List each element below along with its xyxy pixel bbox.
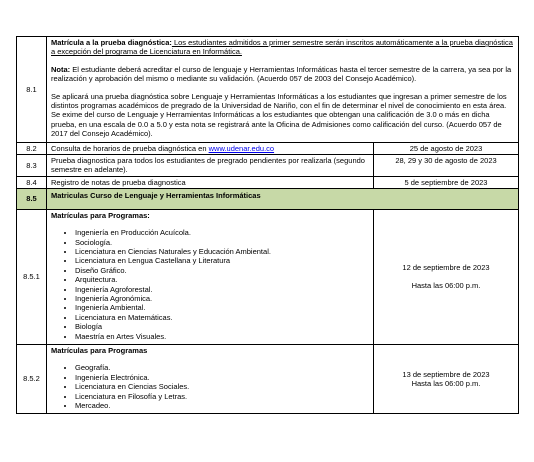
row-text: Registro de notas de prueba diagnostica	[47, 176, 374, 188]
program-list-heading: Matrículas para Programas:	[51, 210, 150, 220]
row-date-cell	[374, 344, 519, 413]
row-time: Hasta las 06:00 p.m.	[411, 379, 481, 389]
row-number: 8.4	[17, 176, 47, 188]
program-list-cell	[47, 344, 374, 413]
row-date-cell	[374, 209, 519, 344]
list-item: • Ingeniería en Producción Acuícola.	[75, 228, 369, 237]
enrollment-text: Los estudiantes admitidos a primer semestre serán inscritos automáticamente a la prueba diagnóstica a excepción del programa de Licenciatura en Informática.	[51, 38, 513, 57]
list-item: • Ingeniería Agroforestal.	[75, 285, 369, 294]
list-item: • Maestría en Artes Visuales.	[75, 332, 369, 341]
row-date: 5 de septiembre de 2023	[374, 176, 519, 188]
row-8-1	[17, 37, 519, 143]
row-number: 8.3	[17, 155, 47, 177]
list-item: • Ingeniería Electrónica.	[75, 373, 369, 382]
list-item: • Licenciatura en Matemáticas.	[75, 313, 369, 322]
program-list-cell	[47, 209, 374, 344]
list-item: • Biología	[75, 322, 369, 331]
nota-paragraph	[51, 65, 514, 84]
program-list-heading: Matrículas para Programas	[51, 345, 148, 355]
list-item: • Mercadeo.	[75, 401, 369, 410]
row-8-5-2	[17, 344, 519, 413]
row-number: 8.2	[17, 142, 47, 154]
program-list	[51, 363, 369, 410]
list-item: • Licenciatura en Ciencias Sociales.	[75, 382, 369, 391]
list-item: • Arquitectura.	[75, 275, 369, 284]
row-number: 8.1	[17, 37, 47, 143]
row-time: Hasta las 06:00 p.m.	[411, 280, 481, 290]
row-date: 28, 29 y 30 de agosto de 2023	[374, 155, 519, 177]
row-8-2	[17, 142, 519, 154]
section-heading: Matriculas Curso de Lenguaje y Herramientas Informáticas	[47, 189, 519, 209]
list-item: • Geografía.	[75, 363, 369, 372]
row-8-4	[17, 176, 519, 188]
enrollment-note	[51, 38, 514, 57]
list-item: • Licenciatura en Filosofía y Letras.	[75, 392, 369, 401]
list-item: • Sociología.	[75, 238, 369, 247]
row-number: 8.5.1	[17, 209, 47, 344]
row-text	[47, 142, 374, 154]
row-number: 8.5.2	[17, 344, 47, 413]
row-date: 25 de agosto de 2023	[374, 142, 519, 154]
row-text-main: Consulta de horarios de prueba diagnóstica en	[51, 143, 209, 153]
program-list	[51, 228, 369, 341]
diagnostic-paragraph: Se aplicará una prueba diagnóstica sobre Lenguaje y Herramientas Informáticas a los estudiantes que ingresan a primer semestre de los distintos programas académicos de pregrado de la Universidad de Nariño, con el fin de determinar el nivel de conocimiento en esta área. Se exime del curso de Lenguaje y Herramientas Informáticas a los estudiantes que obtengan una calificación de 3.0 o más en dicha prueba, en una escala de 0.0 a 5.0 y esta nota se registrará ante la Oficina de Admisiones como calificación del curso. (Acuerdo 057 de 2017 del Consejo Académico).	[51, 91, 507, 139]
row-8-3	[17, 155, 519, 177]
list-item: • Ingeniería Agronómica.	[75, 294, 369, 303]
nota-text: El estudiante deberá acreditar el curso de lenguaje y Herramientas Informáticas hasta el tercer semestre de la carrera, ya sea por la realización y aprobación del mismo o mediante su validación. (Acuerdo 057 de 2003 del Consejo Académico).	[51, 64, 512, 84]
list-item: • Ingeniería Ambiental.	[75, 303, 369, 312]
row-date: 13 de septiembre de 2023	[402, 369, 490, 379]
row-8-5	[17, 189, 519, 209]
list-item: • Licenciatura en Lengua Castellana y Literatura	[75, 256, 369, 265]
list-item: • Licenciatura en Ciencias Naturales y Educación Ambiental.	[75, 247, 369, 256]
nota-label: Nota:	[51, 64, 71, 74]
list-item: • Diseño Gráfico.	[75, 266, 369, 275]
row-date: 12 de septiembre de 2023	[402, 263, 490, 273]
row-8-5-1	[17, 209, 519, 344]
row-content	[47, 37, 519, 143]
enrollment-title: Matrícula a la prueba diagnóstica:	[51, 38, 172, 47]
row-number: 8.5	[17, 189, 47, 209]
calendar-table	[16, 36, 519, 414]
row-text: Prueba diagnostica para todos los estudiantes de pregrado pendientes por realizarla (segundo semestre en adelante).	[47, 155, 374, 177]
udenar-link[interactable]: www.udenar.edu.co	[208, 143, 275, 153]
